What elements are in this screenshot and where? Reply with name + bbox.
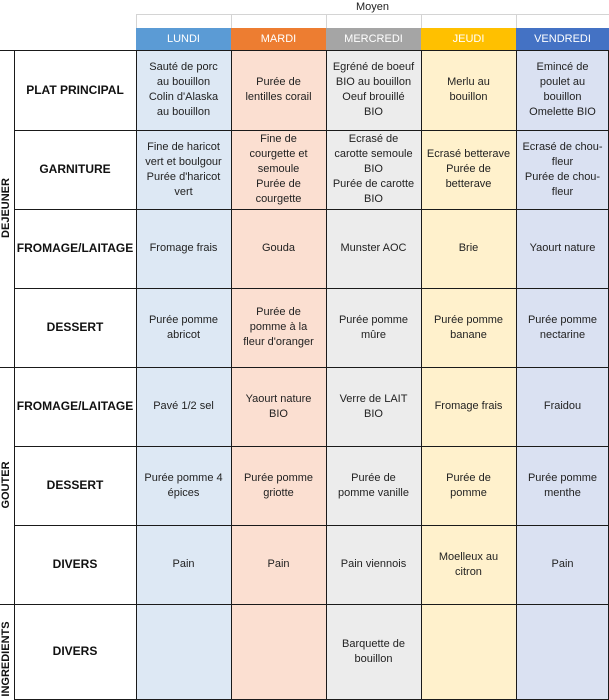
table-border xyxy=(0,604,14,605)
sheet-title: Moyen xyxy=(355,0,390,13)
menu-cell: Merlu au bouillon xyxy=(447,76,490,103)
menu-cell: Barquette de bouillon xyxy=(342,637,405,665)
day-header-vendredi: VENDREDI xyxy=(516,28,609,50)
menu-cell: Pain viennois xyxy=(340,558,407,570)
menu-cell: Purée de lentilles corail xyxy=(245,76,312,103)
gridline xyxy=(136,14,609,15)
menu-cell: Purée pomme griotte xyxy=(243,471,314,499)
menu-cell: Sauté de porc au bouillon Colin d'Alaska au bouillon xyxy=(148,61,219,118)
day-header-mardi: MARDI xyxy=(231,28,326,50)
gridline xyxy=(326,14,327,28)
section-label-dejeuner: DEJEUNER xyxy=(0,178,12,238)
menu-cell: Munster AOC xyxy=(340,242,407,254)
menu-cell: Fromage frais xyxy=(434,400,503,412)
table-border xyxy=(0,50,14,51)
row-label-fromage-laitage: FROMAGE/LAITAGE xyxy=(16,399,134,413)
menu-cell: Emincé de poulet au bouillon Omelette BIO xyxy=(529,61,596,118)
row-label-fromage-laitage: FROMAGE/LAITAGE xyxy=(16,241,134,255)
row-label-divers: DIVERS xyxy=(52,557,98,571)
menu-cell: Purée de pomme vanille xyxy=(338,471,409,499)
menu-cell: Fine de courgette et semoule Purée de courgette xyxy=(249,133,308,205)
menu-cell xyxy=(136,604,231,699)
row-label-dessert: DESSERT xyxy=(46,320,104,334)
menu-cell: Pavé 1/2 sel xyxy=(153,400,214,412)
menu-cell: Ecrasé betterave Purée de betterave xyxy=(426,148,511,190)
menu-cell: Purée pomme abricot xyxy=(148,313,219,341)
section-label-ingredients: INGREDIENTS xyxy=(0,621,12,697)
menu-cell: Purée de pomme xyxy=(446,471,491,499)
menu-cell: Pain xyxy=(267,558,290,570)
menu-cell: Fraidou xyxy=(543,400,582,412)
menu-cell: Purée pomme 4 épices xyxy=(144,471,223,499)
menu-cell: Egréné de boeuf BIO au bouillon Oeuf brouillé BIO xyxy=(332,61,415,118)
row-label-plat-principal: PLAT PRINCIPAL xyxy=(26,82,124,97)
row-label-divers: DIVERS xyxy=(52,644,98,658)
menu-cell: Fine de haricot vert et boulgour Purée d'haricot vert xyxy=(145,140,222,198)
menu-cell: Yaourt nature xyxy=(529,242,596,254)
menu-cell: Ecrasé de chou- fleur Purée de chou- fleur xyxy=(522,140,603,198)
gridline xyxy=(516,14,517,28)
menu-cell: Purée pomme nectarine xyxy=(527,313,598,341)
gridline xyxy=(421,14,422,28)
menu-cell: Purée pomme mûre xyxy=(338,313,409,341)
menu-cell: Yaourt nature BIO xyxy=(245,392,312,420)
day-header-mercredi: MERCREDI xyxy=(326,28,421,50)
row-label-dessert: DESSERT xyxy=(46,478,104,492)
menu-cell: Purée pomme banane xyxy=(433,313,504,341)
section-label-gouter: GOUTER xyxy=(0,461,12,509)
menu-cell: Pain xyxy=(172,558,195,570)
gridline xyxy=(136,14,137,28)
menu-cell: Moelleux au citron xyxy=(438,550,499,578)
menu-cell: Brie xyxy=(458,242,479,254)
menu-cell: Purée pomme menthe xyxy=(527,471,598,499)
menu-cell xyxy=(516,604,609,699)
menu-cell: Ecrasé de carotte semoule BIO Purée de carotte BIO xyxy=(332,133,415,205)
menu-cell xyxy=(421,604,516,699)
menu-cell: Fromage frais xyxy=(149,242,218,254)
menu-cell: Verre de LAIT BIO xyxy=(339,392,408,420)
day-header-lundi: LUNDI xyxy=(136,28,231,50)
menu-cell: Purée de pomme à la fleur d'oranger xyxy=(243,306,314,348)
menu-cell xyxy=(231,604,326,699)
table-border xyxy=(0,367,14,368)
row-label-garniture: GARNITURE xyxy=(39,162,111,176)
menu-cell: Pain xyxy=(551,558,574,570)
gridline xyxy=(231,14,232,28)
menu-cell: Gouda xyxy=(261,242,296,254)
day-header-jeudi: JEUDI xyxy=(421,28,516,50)
